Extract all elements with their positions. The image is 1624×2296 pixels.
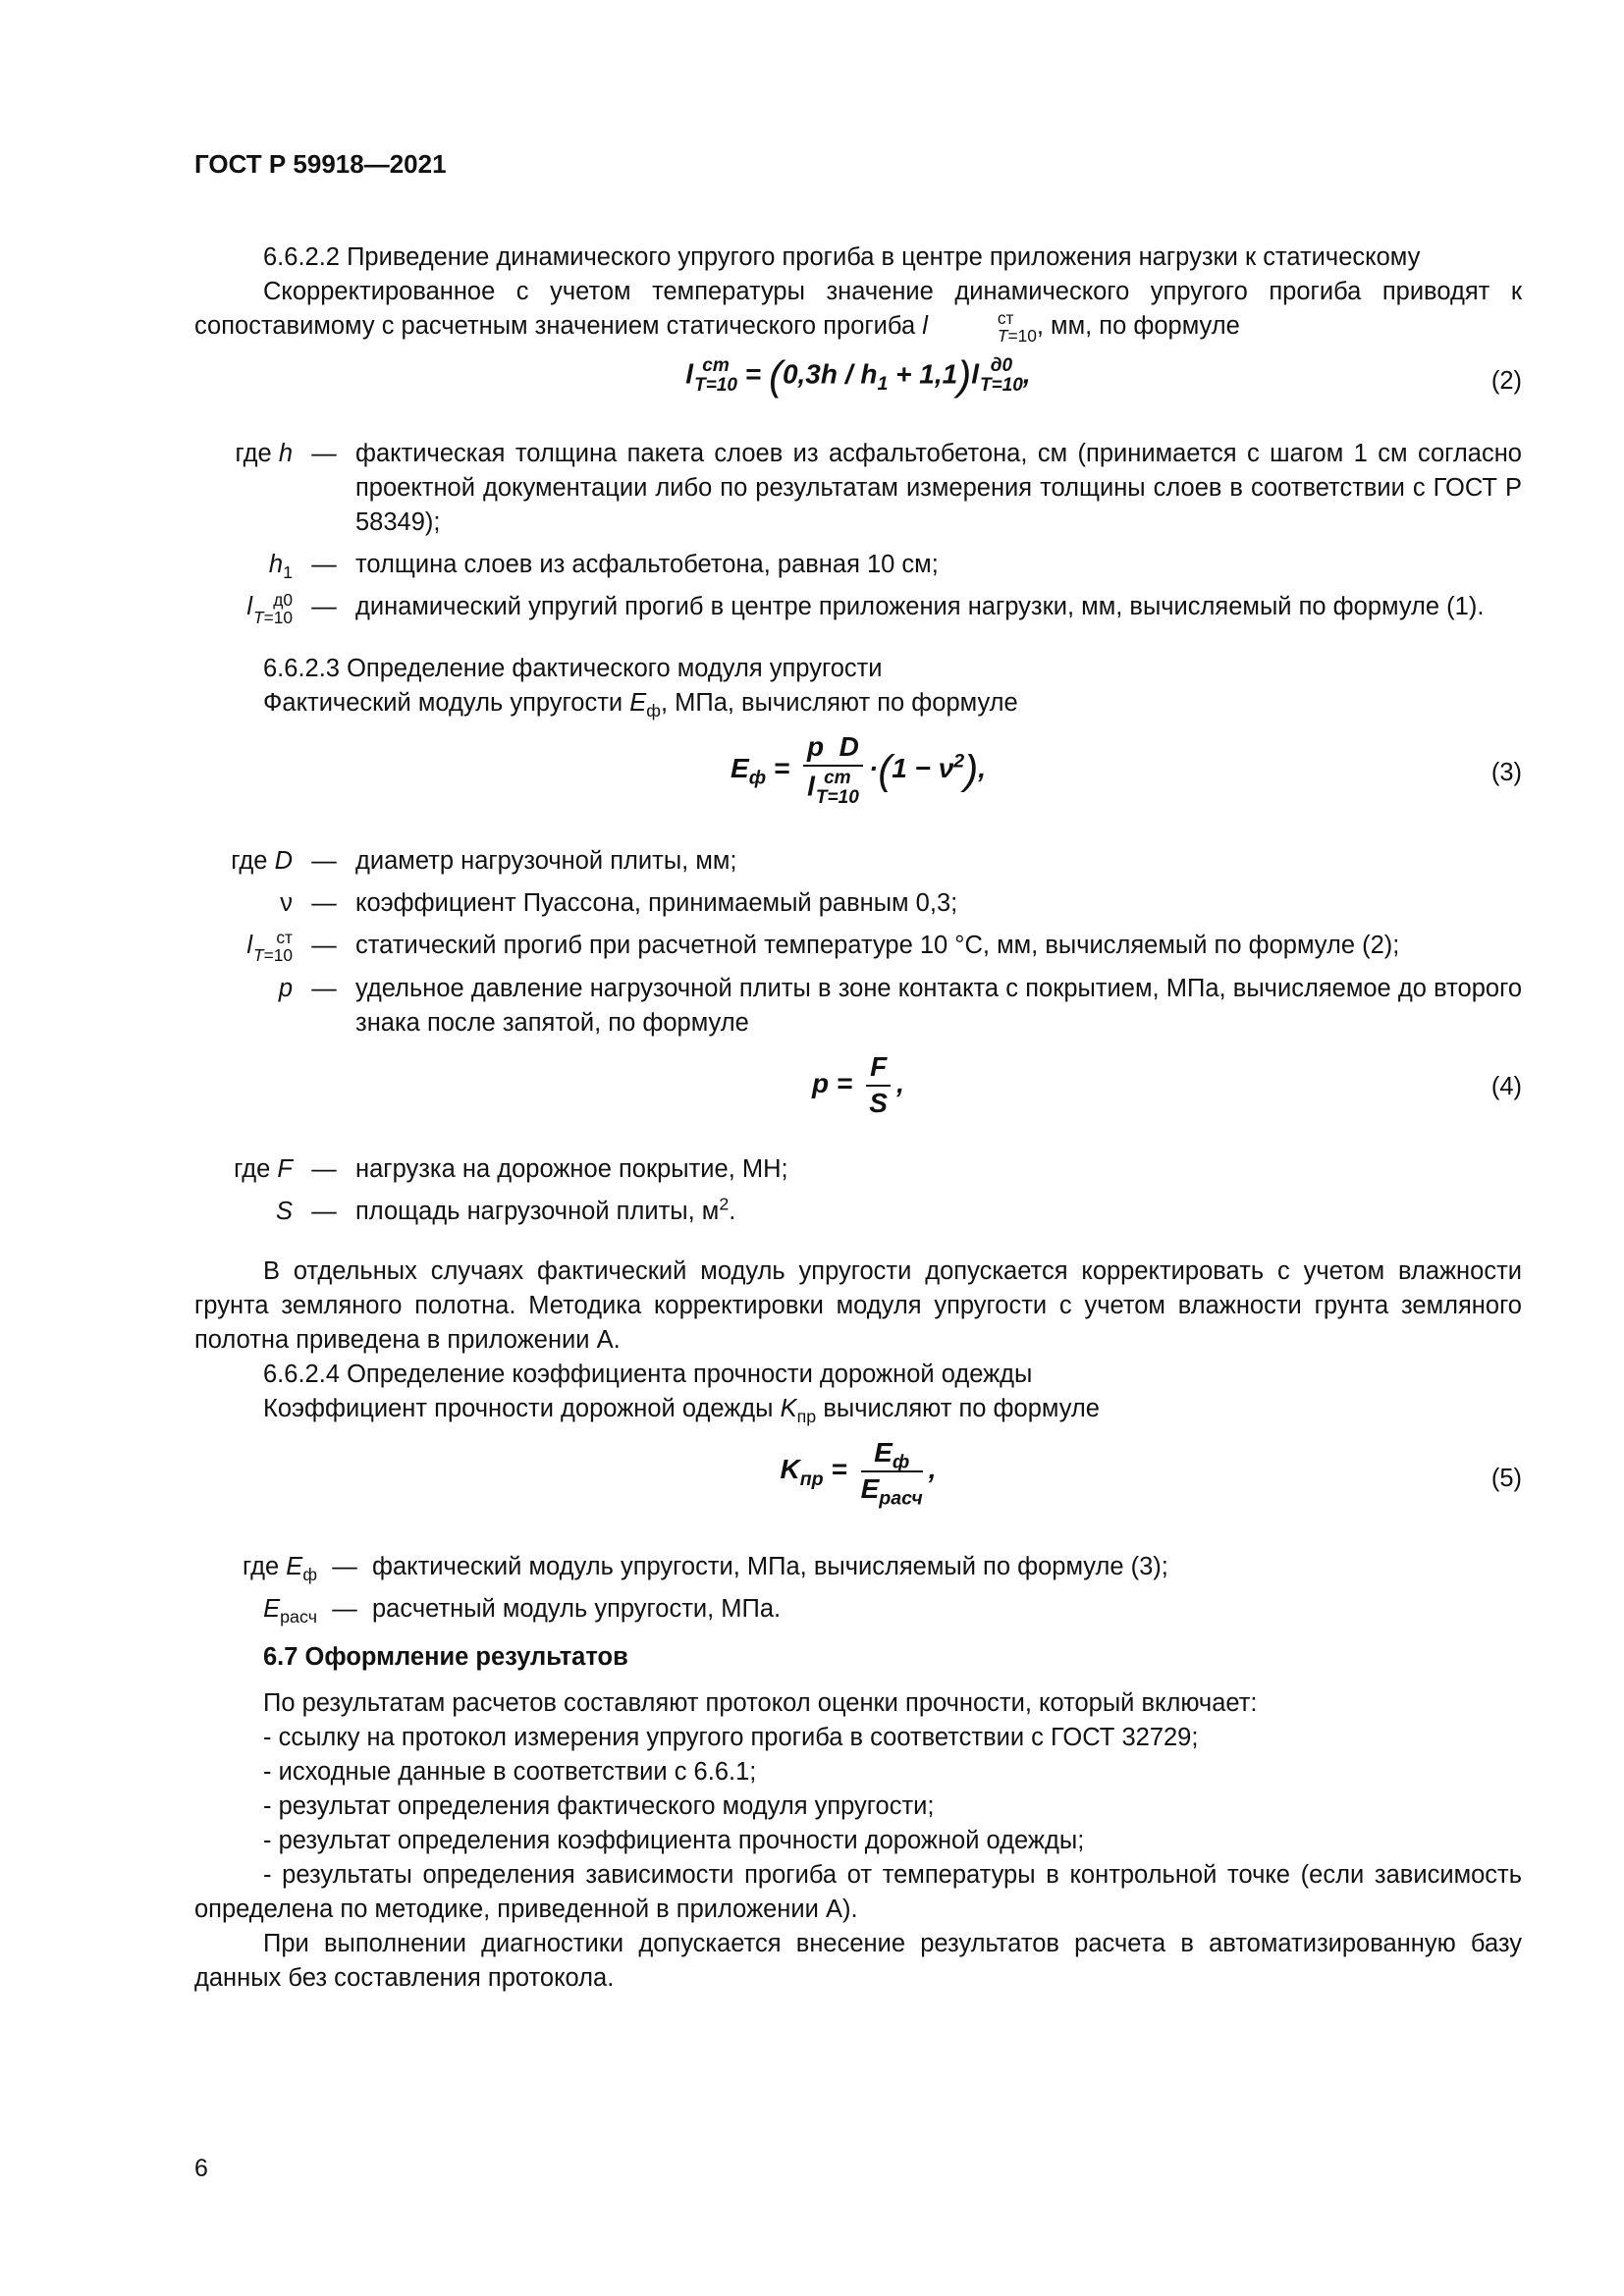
list-item: - результаты определения зависимости прогиба от температуры в контрольной точке (если зависимость определена по методике, приведенной в приложении А). bbox=[194, 1861, 1522, 1924]
definition-item: $E_{расч}$ — расчетный модуль упругости, МПа. bbox=[194, 1592, 1522, 1627]
section-6623-note: В отдельных случаях фактический модуль упругости допускается корректировать с учетом влажности грунта земляного полотна. Методика корректировки модуля упругости с учетом влажности грунта земляного полотна приведена в приложении А. bbox=[194, 1257, 1522, 1355]
list-item: - результат определения коэффициента прочности дорожной одежды; bbox=[263, 1827, 1085, 1855]
definition-symbol: где F bbox=[234, 1155, 293, 1184]
definition-item: где F — нагрузка на дорожное покрытие, МН; bbox=[194, 1152, 1522, 1187]
formula-3 bbox=[194, 732, 1522, 823]
definition-symbol: l ст T=10 bbox=[246, 928, 293, 966]
formula-2 bbox=[194, 352, 1522, 415]
definition-item: $h_1$ — толщина слоев из асфальтобетона, равная 10 см; bbox=[194, 548, 1522, 582]
definition-text: толщина слоев из асфальтобетона, равная 10 см; bbox=[355, 551, 939, 579]
formula-2-number: (2) bbox=[1490, 367, 1522, 396]
definition-item: ν — коэффициент Пуассона, принимаемый равным 0,3; bbox=[194, 886, 1522, 921]
definition-item: l ст T=10 — статический прогиб при расчетной температуре 10 °С, мм, вычисляемый по формуле (2); bbox=[194, 929, 1522, 964]
definition-item: где h — фактическая толщина пакета слоев из асфальтобетона, см (принимается с шагом 1 см согласно проектной документации либо по результатам измерения толщины слоев в соответствии с ГОСТ Р 58349); bbox=[194, 437, 1522, 540]
document-code: ГОСТ Р 59918—2021 bbox=[194, 149, 447, 179]
formula-2-expression: l ст T=10 = $(0,3h / h_1 + 1,1)l$ д0 T=10 , bbox=[685, 352, 1031, 400]
formula-3-number: (3) bbox=[1490, 758, 1522, 786]
definition-text: фактическая толщина пакета слоев из асфальтобетона, см (принимается с шагом 1 см согласно проектной документации либо по результатам измерения толщины слоев в соответствии с ГОСТ Р 58349); bbox=[355, 440, 1522, 537]
definition-symbol: ν bbox=[280, 888, 293, 917]
section-67-intro: По результатам расчетов составляют протокол оценки прочности, который включает: bbox=[263, 1689, 1258, 1718]
definition-symbol: $E_{расч}$ bbox=[263, 1595, 317, 1628]
formula-4-expression: p = $\frac{F}{S}$ , bbox=[812, 1051, 904, 1119]
formula-2-definitions bbox=[194, 437, 1522, 625]
definition-text: нагрузка на дорожное покрытие, МН; bbox=[355, 1155, 788, 1184]
section-6622-title: 6.6.2.2 Приведение динамического упругого прогиба в центре приложения нагрузки к статическому bbox=[263, 243, 1421, 271]
formula-5-number: (5) bbox=[1490, 1465, 1522, 1493]
definition-text: диаметр нагрузочной плиты, мм; bbox=[355, 846, 737, 875]
definition-symbol: p bbox=[278, 975, 293, 1003]
definition-text: площадь нагрузочной плиты, $м^2$. bbox=[355, 1194, 736, 1226]
definition-item: S — площадь нагрузочной плиты, $м^2$. bbox=[194, 1195, 1522, 1229]
formula-5 bbox=[194, 1438, 1522, 1528]
definition-text: статический прогиб при расчетной температуре 10 °С, мм, вычисляемый по формуле (2); bbox=[355, 931, 1400, 959]
definition-item: где D — диаметр нагрузочной плиты, мм; bbox=[194, 844, 1522, 879]
section-6624-intro: Коэффициент прочности дорожной одежды $K_{пр}$ вычисляют по формуле bbox=[263, 1395, 1100, 1427]
section-6623-title: 6.6.2.3 Определение фактического модуля упругости bbox=[263, 654, 883, 682]
document-page bbox=[194, 147, 1522, 1996]
definition-text: коэффициент Пуассона, принимаемый равным 0,3; bbox=[355, 888, 958, 917]
list-item: - исходные данные в соответствии с 6.6.1; bbox=[263, 1758, 757, 1787]
definition-symbol: S bbox=[275, 1198, 293, 1226]
formula-5-expression: $K_{пр}$ = $\frac{E_ф}{E_{расч}}$ , bbox=[780, 1437, 937, 1510]
definition-symbol: где h bbox=[235, 440, 293, 468]
section-67-closing: При выполнении диагностики допускается внесение результатов расчета в автоматизированную базу данных без составления протокола. bbox=[194, 1930, 1522, 1993]
definition-item: l д0 T=10 — динамический упругий прогиб в центре приложения нагрузки, мм, вычисляемый по формуле (1). bbox=[194, 590, 1522, 625]
definition-symbol: где $E_ф$ bbox=[242, 1553, 317, 1585]
formula-4-number: (4) bbox=[1490, 1073, 1522, 1101]
definition-text: фактический модуль упругости, МПа, вычисляемый по формуле (3); bbox=[372, 1553, 1168, 1581]
list-item: - результат определения фактического модуля упругости; bbox=[263, 1792, 935, 1821]
section-6623-intro: Фактический модуль упругости $E_ф$, МПа, вычисляют по формуле bbox=[263, 688, 1018, 721]
section-67-title: 6.7 Оформление результатов bbox=[263, 1643, 628, 1672]
definition-text: динамический упругий прогиб в центре приложения нагрузки, мм, вычисляемый по формуле (1). bbox=[355, 593, 1485, 621]
formula-3-definitions bbox=[194, 844, 1522, 1041]
formula-4 bbox=[194, 1052, 1522, 1131]
definition-text: расчетный модуль упругости, МПа. bbox=[372, 1595, 782, 1624]
definition-symbol: где D bbox=[231, 846, 293, 875]
definition-item: p — удельное давление нагрузочной плиты в зоне контакта с покрытием, МПа, вычисляемое до второго знака после запятой, по формуле bbox=[194, 972, 1522, 1041]
formula-5-definitions bbox=[194, 1550, 1522, 1627]
definition-item: где $E_ф$ — фактический модуль упругости, МПа, вычисляемый по формуле (3); bbox=[194, 1550, 1522, 1584]
definition-symbol: l д0 T=10 bbox=[246, 589, 293, 627]
formula-3-expression: $E_ф$ = p D l ст T=10 $\cdot(1 - \nu^2)$, bbox=[731, 730, 986, 808]
list-item: - ссылку на протокол измерения упругого прогиба в соответствии с ГОСТ 32729; bbox=[263, 1724, 1199, 1752]
section-6622-intro: Скорректированное с учетом температуры значение динамического упругого прогиба приводят к сопоставимому с расчетным значением статического прогиба l ст T=10 , мм, по формуле bbox=[194, 278, 1522, 347]
page-number: 6 bbox=[194, 2155, 208, 2182]
definition-text: удельное давление нагрузочной плиты в зоне контакта с покрытием, МПа, вычисляемое до второго знака после запятой, по формуле bbox=[355, 975, 1522, 1038]
definition-symbol: $h_1$ bbox=[268, 551, 293, 583]
formula-4-definitions bbox=[194, 1152, 1522, 1229]
section-6624-title: 6.6.2.4 Определение коэффициента прочности дорожной одежды bbox=[263, 1361, 1033, 1389]
